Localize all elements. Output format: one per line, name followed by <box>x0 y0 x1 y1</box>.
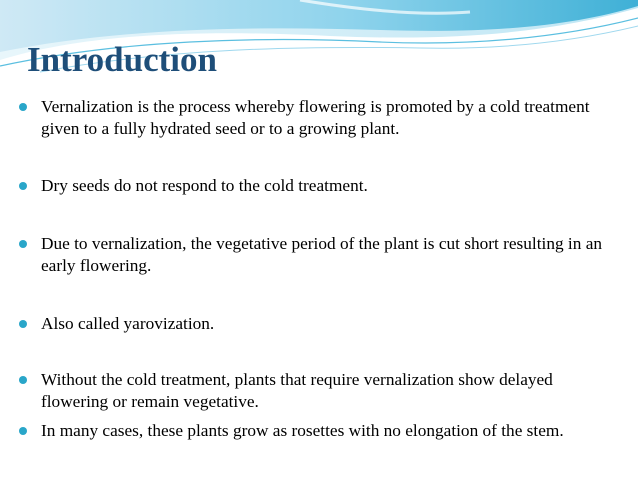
bullet-item <box>19 313 609 335</box>
bullet-text: Without the cold treatment, plants that require vernalization show delayed flowering or remain vegetative. <box>41 370 553 411</box>
bullet-item <box>19 175 609 197</box>
bullet-text: Vernalization is the process whereby flowering is promoted by a cold treatment given to a fully hydrated seed or to a growing plant. <box>41 97 590 138</box>
bullet-marker-icon <box>19 240 27 248</box>
bullet-text: Due to vernalization, the vegetative period of the plant is cut short resulting in an early flowering. <box>41 234 602 275</box>
bullet-item <box>19 420 609 442</box>
slide-title: Introduction <box>27 40 217 79</box>
bullet-item <box>19 233 609 277</box>
bullet-text: Also called yarovization. <box>41 314 215 333</box>
bullet-marker-icon <box>19 103 27 111</box>
bullet-item <box>19 369 609 413</box>
bullet-marker-icon <box>19 427 27 435</box>
bullet-text: Dry seeds do not respond to the cold treatment. <box>41 176 368 195</box>
bullet-marker-icon <box>19 376 27 384</box>
bullet-marker-icon <box>19 320 27 328</box>
bullet-item <box>19 96 609 140</box>
bullet-marker-icon <box>19 182 27 190</box>
bullet-text: In many cases, these plants grow as rosettes with no elongation of the stem. <box>41 421 564 440</box>
